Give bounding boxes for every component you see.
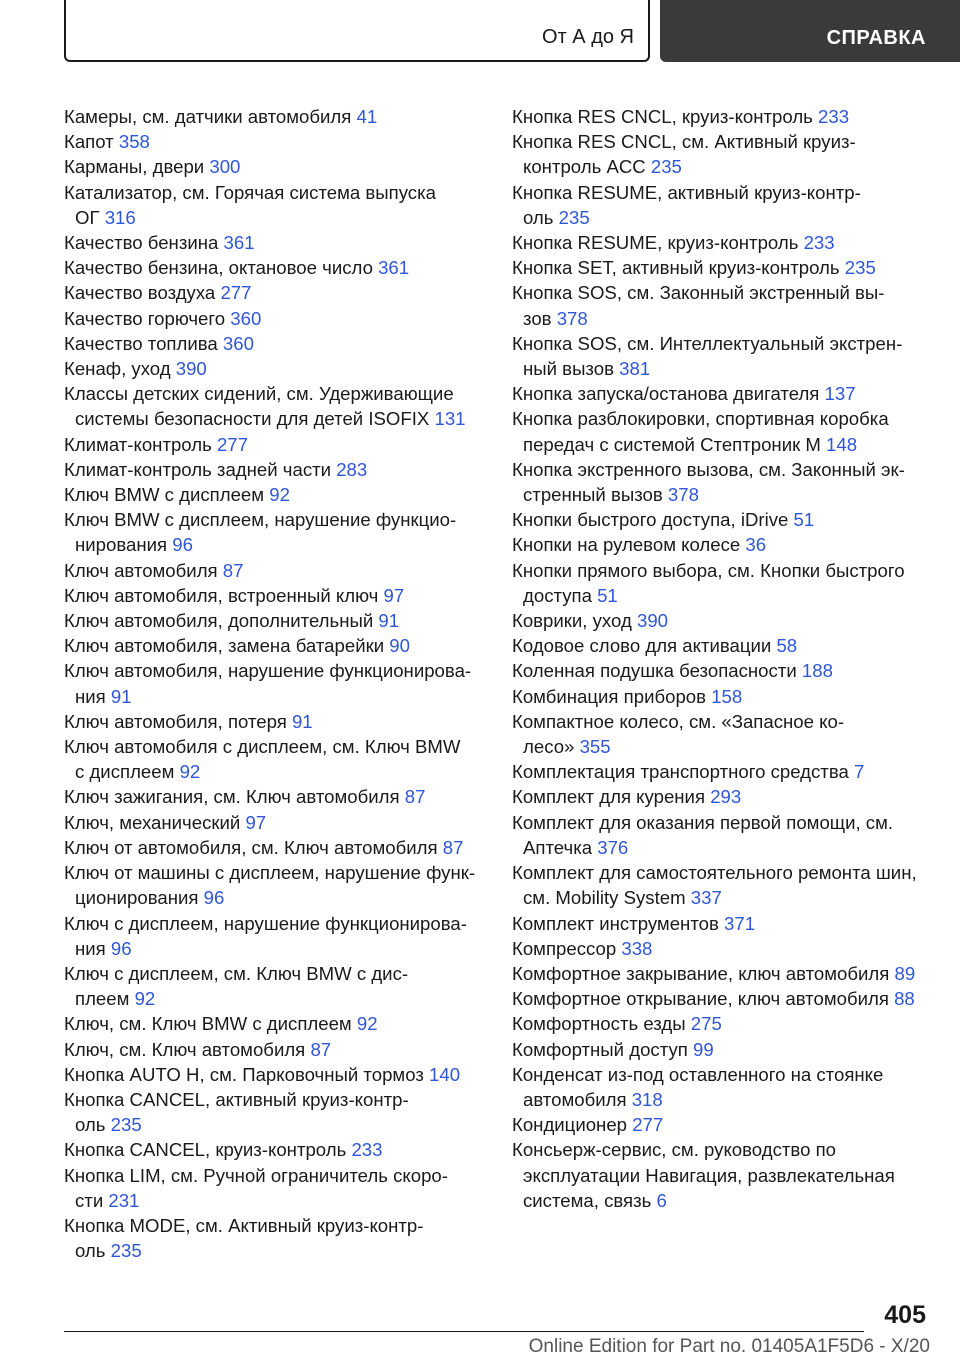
index-entry (64, 180, 484, 230)
index-entry-text: Комплектация транспортного средства (512, 761, 849, 783)
header-section-box (64, 0, 650, 62)
index-page-link[interactable]: 316 (104, 206, 136, 228)
index-entry (64, 558, 484, 583)
index-entry (512, 104, 932, 129)
index-entry (512, 860, 932, 910)
index-entry (512, 180, 932, 230)
index-page-link[interactable]: 158 (711, 685, 743, 707)
index-entry (512, 911, 932, 936)
index-entry (64, 381, 484, 431)
index-page-link[interactable]: 51 (597, 584, 618, 606)
index-entry-text: Катализатор, см. Горячая система выпуска ОГ (64, 181, 436, 228)
index-entry (64, 961, 484, 1011)
index-entry-text: Карманы, двери (64, 156, 205, 178)
index-entry (512, 1137, 932, 1213)
index-entry (512, 961, 932, 986)
index-entry (64, 1087, 484, 1137)
index-entry (64, 482, 484, 507)
index-entry (512, 709, 932, 759)
index-entry (64, 583, 484, 608)
index-entry-text: Ключ BMW с дисплеем, нарушение функцио- нирования (64, 509, 457, 556)
index-page-link[interactable]: 91 (291, 710, 313, 732)
index-entry (512, 1037, 932, 1062)
index-page-link[interactable]: 277 (632, 1114, 664, 1136)
index-entry-text: Ключ автомобиля с дисплеем, см. Ключ BMW с дисплеем (64, 736, 461, 783)
index-entry (512, 1011, 932, 1036)
index-entry (64, 154, 484, 179)
index-entry-text: Классы детских сидений, см. Удерживающие системы безопасности для детей ISOFIX (64, 383, 454, 430)
index-entry (512, 784, 932, 809)
index-entry (512, 457, 932, 507)
index-entry-text: Ключ автомобиля, потеря (64, 710, 287, 732)
index-entry-text: Качество бензина, октановое число (64, 257, 373, 279)
index-entry-text: Кнопка MODE, см. Активный круиз-контр- оль (64, 1214, 424, 1262)
index-entry-text: Компактное колесо, см. «Запасное ко- лесо» (512, 710, 845, 758)
index-page-link[interactable]: 361 (223, 232, 255, 254)
index-entry (64, 1213, 484, 1263)
index-page-link[interactable]: 92 (269, 484, 290, 506)
index-entry-text: Комфортное открывание, ключ автомобиля (512, 988, 889, 1010)
index-page-link[interactable]: 390 (175, 358, 207, 380)
index-entry-text: Ключ, см. Ключ автомобиля (64, 1038, 306, 1060)
index-entry (64, 860, 484, 910)
index-entry-text: Комплект для оказания первой помощи, см. Аптечка (512, 811, 894, 858)
index-entry (64, 104, 484, 129)
index-page-link[interactable]: 376 (597, 836, 629, 858)
index-page-link[interactable]: 6 (656, 1189, 667, 1211)
index-page-link[interactable]: 355 (579, 736, 611, 758)
index-entry (512, 558, 932, 608)
index-page-link[interactable]: 87 (222, 559, 244, 581)
index-entry (64, 432, 484, 457)
index-entry-text: Кнопка экстренного вызова, см. Законный эк- стренный вызов (512, 458, 905, 506)
index-entry-text: Ключ BMW с дисплеем (64, 484, 265, 506)
index-entry-text: Консьерж-сервис, см. руководство по эксплуатации Навигация, развлекательная система, связь (512, 1139, 895, 1211)
index-entry-text: Кодовое слово для активации (512, 635, 772, 657)
index-page-link[interactable]: 275 (690, 1013, 722, 1035)
index-entry (64, 457, 484, 482)
index-entry-text: Климат-контроль (64, 433, 212, 455)
index-entry (512, 633, 932, 658)
index-page-link[interactable]: 91 (378, 610, 400, 632)
index-entry (64, 608, 484, 633)
index-entry (64, 1037, 484, 1062)
index-entry (64, 658, 484, 708)
index-entry-text: Ключ автомобиля, встроенный ключ (64, 584, 379, 606)
index-entry (512, 608, 932, 633)
index-page-link[interactable]: 337 (690, 887, 722, 909)
header-section-label: От А до Я (542, 26, 634, 48)
index-entry-text: Кнопка CANCEL, круиз-контроль (64, 1139, 347, 1161)
index-entry-text: Климат-контроль задней части (64, 458, 332, 480)
index-entry-text: Конденсат из-под оставленного на стоянке автомобиля (512, 1063, 884, 1110)
index-entry (64, 911, 484, 961)
index-entry (512, 810, 932, 860)
index-entry-text: Камеры, см. датчики автомобиля (64, 106, 352, 127)
index-entry (512, 129, 932, 179)
index-entry-text: Коленная подушка безопасности (512, 660, 797, 682)
index-entry-text: Комплект инструментов (512, 912, 719, 934)
index-page-link[interactable]: 371 (724, 912, 756, 934)
index-entry (64, 306, 484, 331)
index-page-link[interactable]: 89 (894, 962, 916, 984)
index-page-link[interactable]: 390 (636, 610, 669, 632)
index-entry (64, 633, 484, 658)
index-entry-text: Кнопки быстрого доступа, iDrive (512, 509, 789, 531)
index-entry (512, 658, 932, 683)
index-entry (64, 280, 484, 305)
index-page-link[interactable]: 96 (172, 534, 193, 556)
index-page-link[interactable]: 300 (209, 156, 241, 178)
index-page-link[interactable]: 7 (854, 761, 865, 783)
index-entry (64, 507, 484, 557)
index-entry-text: Кондиционер (512, 1114, 628, 1136)
index-column-left (64, 104, 484, 1263)
index-page-link[interactable]: 381 (619, 358, 651, 380)
index-page-link[interactable]: 358 (118, 131, 150, 153)
index-entry-text: Кнопка AUTO H, см. Парковочный тормоз (64, 1063, 424, 1085)
index-entry-text: Кнопка SOS, см. Интеллектуальный экстрен- ный вызов (512, 332, 903, 380)
index-page-link[interactable]: 92 (134, 988, 156, 1010)
index-page-link[interactable]: 51 (793, 509, 815, 531)
index-page-link[interactable]: 235 (844, 257, 876, 279)
index-entry-text: Качество воздуха (64, 282, 216, 304)
footer-divider (64, 1331, 864, 1332)
index-entry (512, 255, 932, 280)
index-page-link[interactable]: 41 (356, 106, 378, 127)
index-entry (64, 1137, 484, 1162)
page-number: 405 (884, 1301, 926, 1329)
index-entry (64, 129, 484, 154)
index-entry (512, 1062, 932, 1112)
index-page-link[interactable]: 360 (222, 332, 254, 354)
index-page-link[interactable]: 92 (356, 1013, 378, 1035)
index-entry-text: Кнопка SET, активный круиз-контроль (512, 257, 840, 279)
index-page-link[interactable]: 87 (404, 786, 426, 808)
index-page-link[interactable]: 99 (692, 1038, 714, 1060)
index-entry-text: Кнопка RESUME, круиз-контроль (512, 232, 799, 254)
index-page-link[interactable]: 277 (220, 282, 252, 304)
index-entry-text: Ключ, механический (64, 811, 241, 833)
index-entry-text: Коврики, уход (512, 610, 632, 632)
index-page-link[interactable]: 235 (110, 1114, 142, 1136)
index-entry (512, 1112, 932, 1137)
index-entry-text: Капот (64, 131, 114, 153)
index-entry (64, 734, 484, 784)
index-entry-text: Компрессор (512, 937, 617, 959)
index-entry-text: Ключ автомобиля, дополнительный (64, 610, 374, 632)
index-entry (64, 356, 484, 381)
index-page-link[interactable]: 338 (621, 937, 653, 959)
index-entry (512, 759, 932, 784)
index-page-link[interactable]: 91 (110, 685, 132, 707)
header-tab-label: СПРАВКА (826, 27, 926, 49)
index-entry (64, 709, 484, 734)
index-page-link[interactable]: 137 (824, 383, 856, 405)
index-entry-text: Кнопка RESUME, активный круиз-контр- оль (512, 181, 861, 228)
index-entry-text: Качество топлива (64, 332, 218, 354)
index-page-link[interactable]: 277 (216, 433, 248, 455)
index-entry-text: Ключ с дисплеем, нарушение функционирова- ния (64, 912, 467, 959)
header-tab[interactable] (660, 0, 960, 62)
index-entry-text: Ключ автомобиля (64, 559, 218, 581)
index-entry (64, 1163, 484, 1213)
index-page-link[interactable]: 233 (818, 106, 850, 127)
index-page-link[interactable]: 318 (631, 1088, 663, 1110)
index-entry-text: Кнопка запуска/останова двигателя (512, 383, 820, 405)
index-page-link[interactable]: 235 (650, 156, 682, 178)
index-entry-text: Комфортное закрывание, ключ автомобиля (512, 962, 890, 984)
index-page-link[interactable]: 140 (429, 1063, 461, 1085)
index-page-link[interactable]: 235 (558, 206, 590, 228)
index-page-link[interactable]: 87 (310, 1038, 332, 1060)
index-entry-text: Кнопка разблокировки, спортивная коробка передач с системой Стептроник M (512, 408, 889, 455)
index-entry (64, 230, 484, 255)
index-entry-text: Кнопка SOS, см. Законный экстренный вы- зов (512, 282, 885, 329)
index-entry (512, 684, 932, 709)
index-page-link[interactable]: 96 (203, 887, 225, 909)
index-entry-text: Ключ автомобиля, замена батарейки (64, 635, 385, 657)
index-page-link[interactable]: 96 (110, 937, 132, 959)
index-page-link[interactable]: 235 (110, 1240, 142, 1262)
edition-footer: Online Edition for Part no. 01405A1F5D6 - X/20 (528, 1336, 930, 1357)
index-page-link[interactable]: 87 (442, 836, 464, 858)
index-entry (64, 784, 484, 809)
index-entry-text: Кнопки на рулевом колесе (512, 534, 741, 556)
index-page-link[interactable]: 378 (667, 484, 699, 506)
index-entry (512, 331, 932, 381)
index-entry (64, 810, 484, 835)
index-entry-text: Ключ от машины с дисплеем, нарушение функ- ционирования (64, 862, 476, 909)
index-page-link[interactable]: 97 (245, 811, 267, 833)
index-entry-text: Кнопка LIM, см. Ручной ограничитель скоро- сти (64, 1164, 448, 1211)
index-page-link[interactable]: 58 (776, 635, 798, 657)
index-entry-text: Кенаф, уход (64, 358, 171, 380)
index-entry-text: Ключ с дисплеем, см. Ключ BMW с дис- плеем (64, 962, 409, 1010)
index-page-link[interactable]: 233 (803, 232, 835, 254)
index-entry (512, 280, 932, 330)
index-page-link[interactable]: 188 (801, 660, 833, 682)
index-entry (512, 986, 932, 1011)
index-page-link[interactable]: 36 (745, 534, 767, 556)
index-entry (512, 532, 932, 557)
index-page-link[interactable]: 148 (826, 433, 858, 455)
index-entry-text: Кнопки прямого выбора, см. Кнопки быстрого доступа (512, 559, 905, 606)
index-page-link[interactable]: 92 (179, 761, 201, 783)
index-page-link[interactable]: 231 (108, 1189, 140, 1211)
index-entry-text: Ключ, см. Ключ BMW с дисплеем (64, 1013, 352, 1035)
index-entry-text: Комбинация приборов (512, 685, 707, 707)
index-entry-text: Кнопка RES CNCL, см. Активный круиз- контроль ACC (512, 131, 856, 178)
index-entry (512, 381, 932, 406)
index-page-link[interactable]: 361 (378, 257, 410, 279)
index-entry-text: Комфортный доступ (512, 1038, 688, 1060)
index-entry-text: Комплект для курения (512, 786, 706, 808)
index-entry-text: Ключ зажигания, см. Ключ автомобиля (64, 786, 400, 808)
index-page-link[interactable]: 293 (710, 786, 742, 808)
index-page-link[interactable]: 283 (336, 458, 368, 480)
index-entry-text: Ключ автомобиля, нарушение функционирова- ния (64, 660, 472, 707)
index-entry-text: Комплект для самостоятельного ремонта шин, см. Mobility System (512, 862, 917, 909)
index-entry (64, 331, 484, 356)
index-entry (64, 1062, 484, 1087)
index-page-link[interactable]: 88 (894, 988, 915, 1010)
index-entry (512, 936, 932, 961)
index-column-right (512, 104, 932, 1213)
index-entry-text: Качество горючего (64, 307, 226, 329)
index-entry (512, 507, 932, 532)
index-entry-text: Кнопка CANCEL, активный круиз-контр- оль (64, 1088, 409, 1136)
index-entry (64, 255, 484, 280)
index-entry (512, 406, 932, 456)
index-entry (64, 1011, 484, 1036)
index-page-link[interactable]: 97 (383, 584, 405, 606)
index-page-link[interactable]: 378 (556, 307, 588, 329)
index-page-link[interactable]: 233 (351, 1139, 383, 1161)
index-entry-text: Ключ от автомобиля, см. Ключ автомобиля (64, 836, 438, 858)
index-page-link[interactable]: 360 (230, 307, 262, 329)
index-entry (512, 230, 932, 255)
index-page-link[interactable]: 90 (389, 635, 410, 657)
index-page-link[interactable]: 131 (434, 408, 466, 430)
index-entry-text: Комфортность езды (512, 1013, 686, 1035)
index-entry (64, 835, 484, 860)
index-entry-text: Кнопка RES CNCL, круиз-контроль (512, 106, 813, 127)
index-entry-text: Качество бензина (64, 232, 219, 254)
